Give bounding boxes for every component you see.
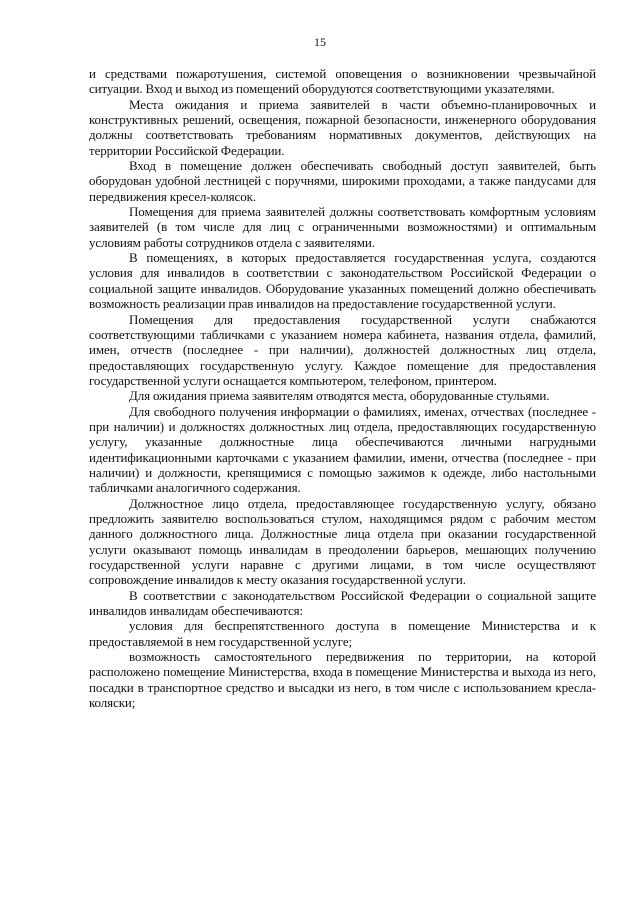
paragraph: Места ожидания и приема заявителей в части объемно-планировочных и конструктивных решений, освещения, пожарной безопасности, инженерного оборудования должны соответствовать требованиям нормативных документов, действующих на территории Российской Федерации. [89,96,596,158]
paragraph: Помещения для приема заявителей должны соответствовать комфортным условиям заявителей (в том числе для лиц с ограниченными возможностями) и оптимальным условиям работы сотрудников отдела с заявителями. [89,204,596,250]
paragraph: Для ожидания приема заявителям отводятся места, оборудованные стульями. [129,388,550,404]
paragraph: возможность самостоятельного передвижения по территории, на которой расположено помещение Министерства, входа в помещение Министерства и выхода из него, посадки в транспортное средство и высадки из него, в том числе с использованием кресла-коляски; [89,649,596,711]
paragraph: В помещениях, в которых предоставляется государственная услуга, создаются условия для инвалидов в соответствии с законодательством Российской Федерации о социальной защите инвалидов. Оборудование указанных помещений должно обеспечивать возможность реализации прав инвалидов на предоставление государственной услуги. [89,250,596,312]
paragraph: и средствами пожаротушения, системой оповещения о возникновении чрезвычайной ситуации. Вход и выход из помещений оборудуются соответствующими указателями. [89,66,596,97]
document-body [89,66,596,710]
paragraph: Помещения для предоставления государственной услуги снабжаются соответствующими табличками с указанием номера кабинета, названия отдела, фамилий, имен, отчеств (последнее - при наличии), должностей должностных лиц отдела, предоставляющих государственную услугу. Каждое помещение для предоставления государственной услуги оснащается компьютером, телефоном, принтером. [89,311,596,388]
page-number: 15 [314,35,326,49]
paragraph: Вход в помещение должен обеспечивать свободный доступ заявителей, быть оборудован удобной лестницей с поручнями, широкими проходами, а также пандусами для передвижения кресел-колясок. [89,158,596,204]
paragraph: Для свободного получения информации о фамилиях, именах, отчествах (последнее - при наличии) и должностях должностных лиц отдела, предоставляющих государственную услугу, указанные должностные лица обеспечиваются личными нагрудными идентификационными карточками с указанием фамилии, имени, отчества (последнее - при наличии) и должности, крепящимися с помощью зажимов к одежде, либо настольными табличками аналогичного содержания. [89,403,596,496]
paragraph: условия для беспрепятственного доступа в помещение Министерства и к предоставляемой в нем государственной услуге; [89,618,596,649]
paragraph: Должностное лицо отдела, предоставляющее государственную услугу, обязано предложить заявителю воспользоваться стулом, находящимся рядом с рабочим местом данного должностного лица. Должностные лица отдела при оказании государственной услуги оказывают помощь инвалидам в преодолении барьеров, мешающих получению государственной услуги наравне с другими лицами, в том числе осуществляют сопровождение инвалидов к месту оказания государственной услуги. [89,495,596,588]
paragraph: В соответствии с законодательством Российской Федерации о социальной защите инвалидов инвалидам обеспечиваются: [89,587,596,619]
